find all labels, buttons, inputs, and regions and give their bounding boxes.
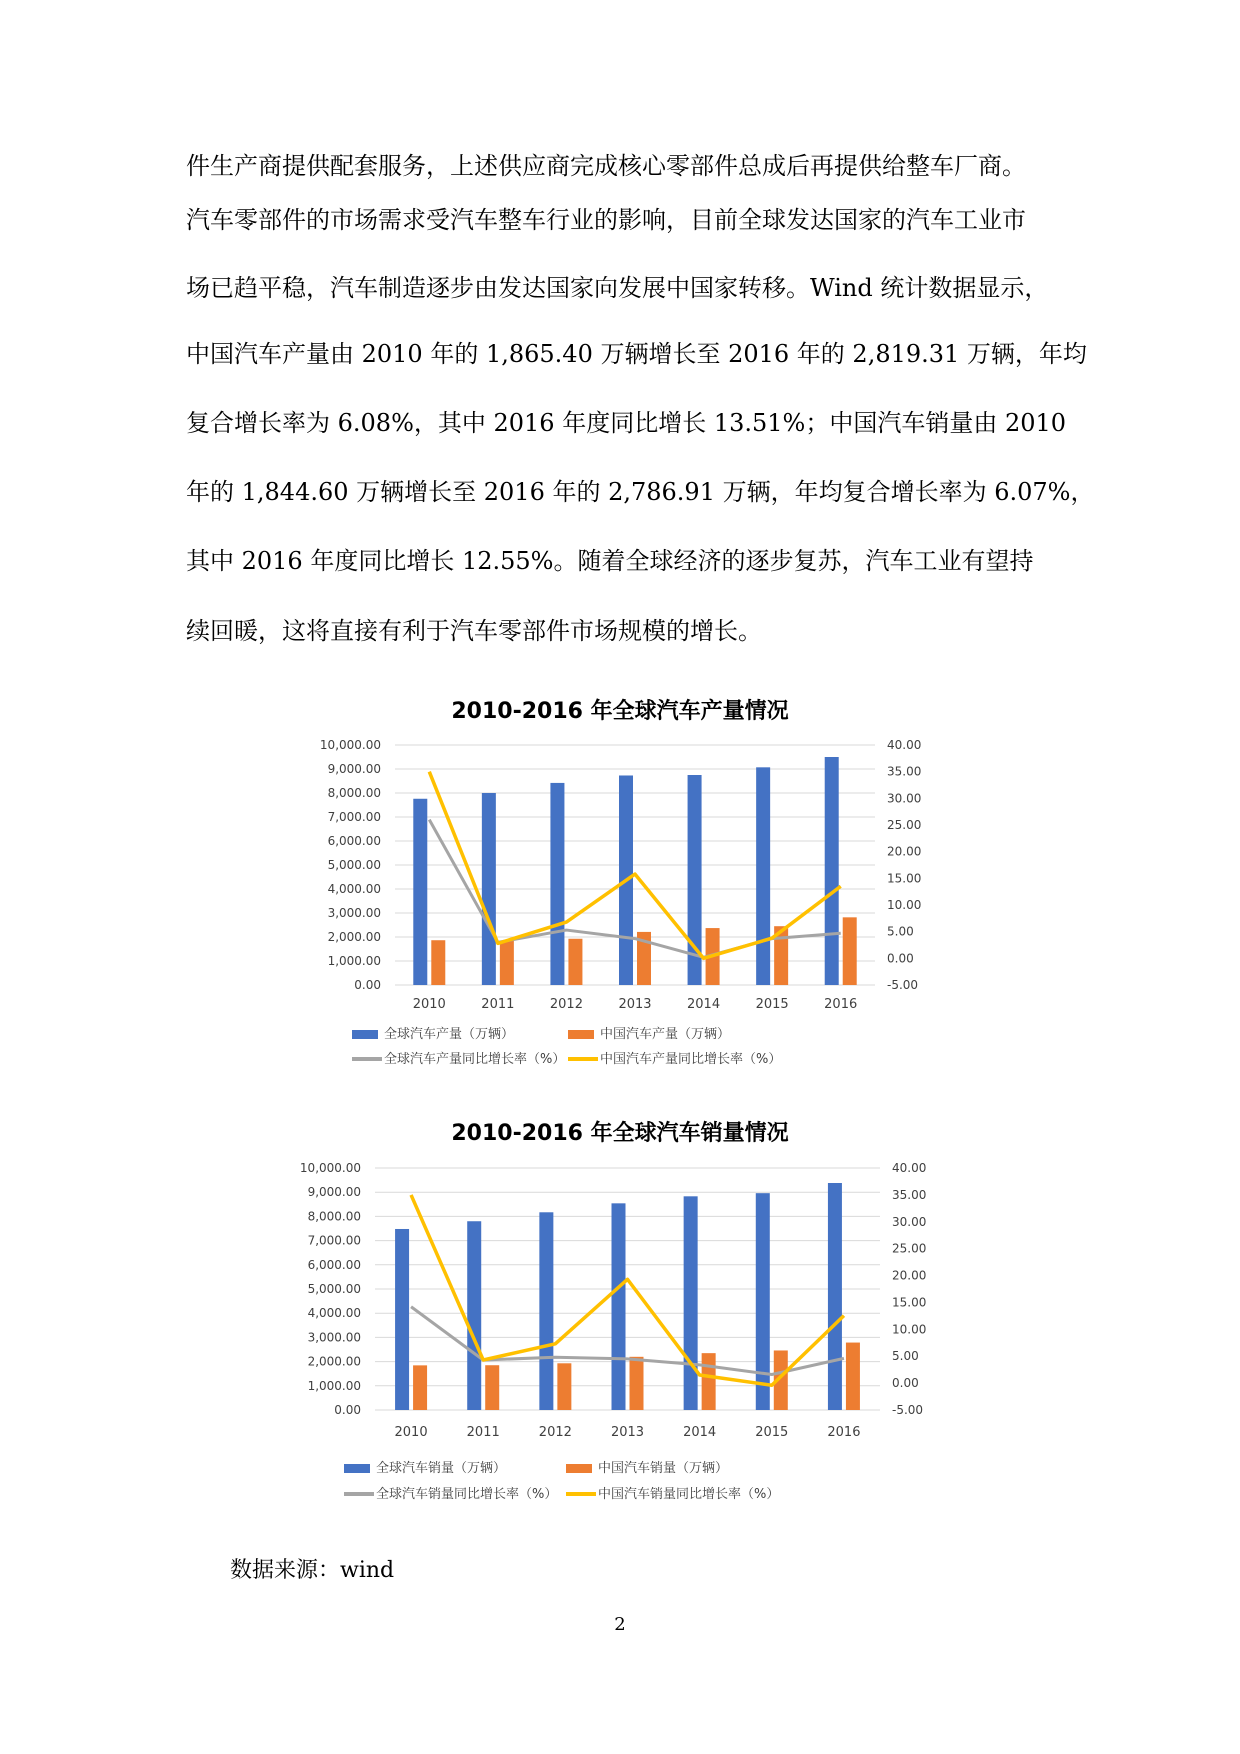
bar-global-2012 (539, 1212, 553, 1410)
y-left-tick-label: 8,000.00 (307, 1209, 361, 1224)
y-left-tick-label: 5,000.00 (327, 858, 381, 872)
bar-global-2012 (550, 783, 564, 985)
legend-label: 中国汽车销量同比增长率（%） (598, 1487, 780, 1502)
x-tick-label: 2013 (610, 1425, 645, 1440)
x-tick-label: 2011 (466, 1425, 500, 1440)
bar-china-2010 (413, 1365, 427, 1410)
bar-china-2011 (485, 1365, 499, 1410)
legend-label: 中国汽车产量同比增长率（%） (600, 1052, 782, 1067)
body-line: 复合增长率为 6.08%，其中 2016 年度同比增长 13.51%；中国汽车销量由 2010 (186, 409, 1067, 437)
y-right-tick-label: 25.00 (887, 818, 922, 832)
x-tick-label: 2011 (481, 997, 515, 1012)
y-right-tick-label: 15.00 (892, 1295, 927, 1310)
y-right-tick-label: 30.00 (892, 1214, 927, 1229)
body-line: 中国汽车产量由 2010 年的 1,865.40 万辆增长至 2016 年的 2,819.31 万辆，年均 (186, 340, 1087, 368)
y-left-tick-label: 1,000.00 (307, 1378, 361, 1393)
x-tick-label: 2015 (755, 1425, 789, 1440)
y-right-tick-label: 40.00 (892, 1161, 927, 1175)
y-right-tick-label: 40.00 (887, 738, 922, 752)
legend-label: 全球汽车销量（万辆） (376, 1461, 507, 1476)
y-right-tick-label: 10.00 (892, 1322, 927, 1337)
y-left-tick-label: 6,000.00 (307, 1257, 361, 1272)
bar-global-2015 (756, 767, 770, 985)
production-chart (300, 690, 940, 1080)
body-line: 件生产商提供配套服务，上述供应商完成核心零部件总成后再提供给整车厂商。 (186, 152, 1026, 180)
bar-china-2010 (431, 940, 445, 985)
chart-title: 2010-2016 年全球汽车销量情况 (451, 1121, 789, 1146)
y-right-tick-label: 0.00 (887, 951, 914, 966)
x-tick-label: 2013 (618, 997, 652, 1012)
y-right-tick-label: 5.00 (887, 924, 914, 939)
x-tick-label: 2014 (687, 997, 721, 1012)
bar-china-2013 (630, 1357, 644, 1410)
x-tick-label: 2014 (683, 1425, 717, 1440)
bar-global-2013 (612, 1203, 626, 1410)
y-right-tick-label: -5.00 (892, 1403, 924, 1417)
legend-label: 全球汽车产量同比增长率（%） (384, 1052, 566, 1067)
y-right-tick-label: 35.00 (887, 764, 922, 779)
body-line: 续回暖，这将直接有利于汽车零部件市场规模的增长。 (186, 617, 762, 645)
legend-swatch (344, 1464, 370, 1473)
y-left-tick-label: 10,000.00 (319, 738, 381, 752)
bar-china-2012 (557, 1363, 571, 1410)
y-right-tick-label: 10.00 (887, 898, 922, 912)
x-tick-label: 2012 (538, 1425, 572, 1440)
body-line: 其中 2016 年度同比增长 12.55%。随着全球经济的逐步复苏，汽车工业有望持 (186, 547, 1034, 575)
bar-global-2011 (482, 793, 496, 985)
y-right-tick-label: 15.00 (887, 871, 922, 886)
y-left-tick-label: 6,000.00 (327, 834, 381, 848)
y-left-tick-label: 9,000.00 (327, 762, 381, 776)
y-right-tick-label: 20.00 (892, 1268, 927, 1283)
y-right-tick-label: 35.00 (892, 1187, 927, 1202)
bar-global-2016 (828, 1183, 842, 1410)
legend-label: 中国汽车产量（万辆） (600, 1027, 731, 1042)
y-right-tick-label: 30.00 (887, 791, 922, 806)
y-left-tick-label: 4,000.00 (307, 1306, 361, 1321)
bar-china-2014 (702, 1353, 716, 1410)
bar-china-2012 (568, 939, 582, 985)
y-left-tick-label: 0.00 (334, 1403, 361, 1417)
y-left-tick-label: 10,000.00 (300, 1161, 361, 1175)
x-tick-label: 2016 (827, 1425, 861, 1440)
y-left-tick-label: 3,000.00 (307, 1330, 361, 1345)
bar-global-2016 (825, 757, 839, 985)
legend-label: 全球汽车销量同比增长率（%） (376, 1487, 558, 1502)
y-left-tick-label: 7,000.00 (327, 810, 381, 824)
y-right-tick-label: 5.00 (892, 1349, 919, 1364)
y-left-tick-label: 7,000.00 (307, 1233, 361, 1248)
bar-global-2014 (684, 1196, 698, 1410)
y-left-tick-label: 2,000.00 (327, 930, 381, 944)
bar-global-2010 (395, 1229, 409, 1410)
y-left-tick-label: 0.00 (354, 978, 381, 992)
x-tick-label: 2016 (824, 997, 858, 1012)
y-left-tick-label: 3,000.00 (327, 906, 381, 920)
bar-china-2016 (843, 917, 857, 985)
body-line: 年的 1,844.60 万辆增长至 2016 年的 2,786.91 万辆，年均复合增长率为 6.07%， (186, 478, 1095, 506)
legend-swatch (566, 1464, 592, 1473)
production-chart-svg (300, 690, 940, 1080)
y-left-tick-label: 9,000.00 (307, 1185, 361, 1200)
bar-global-2015 (756, 1193, 770, 1410)
chart-title: 2010-2016 年全球汽车产量情况 (451, 699, 789, 724)
y-right-tick-label: 25.00 (892, 1241, 927, 1256)
y-right-tick-label: 20.00 (887, 844, 922, 859)
x-tick-label: 2015 (755, 997, 789, 1012)
y-left-tick-label: 4,000.00 (327, 882, 381, 896)
bar-china-2011 (500, 941, 514, 985)
sales-chart (300, 1118, 940, 1518)
x-tick-label: 2010 (412, 997, 446, 1012)
y-left-tick-label: 8,000.00 (327, 786, 381, 800)
y-left-tick-label: 1,000.00 (327, 954, 381, 968)
y-right-tick-label: -5.00 (887, 978, 919, 992)
y-left-tick-label: 2,000.00 (307, 1354, 361, 1369)
legend-label: 中国汽车销量（万辆） (598, 1461, 729, 1476)
x-tick-label: 2012 (549, 997, 583, 1012)
sales-chart-svg (300, 1118, 940, 1518)
body-line: 汽车零部件的市场需求受汽车整车行业的影响，目前全球发达国家的汽车工业市 (186, 206, 1026, 234)
legend-swatch (568, 1030, 594, 1039)
x-tick-label: 2010 (394, 1425, 428, 1440)
page-number: 2 (614, 1614, 626, 1635)
body-line: 场已趋平稳，汽车制造逐步由发达国家向发展中国家转移。Wind 统计数据显示， (186, 274, 1049, 302)
bar-china-2016 (846, 1343, 860, 1410)
legend-label: 全球汽车产量（万辆） (384, 1027, 515, 1042)
bar-global-2011 (467, 1221, 481, 1410)
bar-global-2010 (413, 799, 427, 985)
y-left-tick-label: 5,000.00 (307, 1282, 361, 1296)
legend-swatch (352, 1030, 378, 1039)
y-right-tick-label: 0.00 (892, 1376, 919, 1391)
data-source-note: 数据来源：wind (230, 1558, 395, 1583)
